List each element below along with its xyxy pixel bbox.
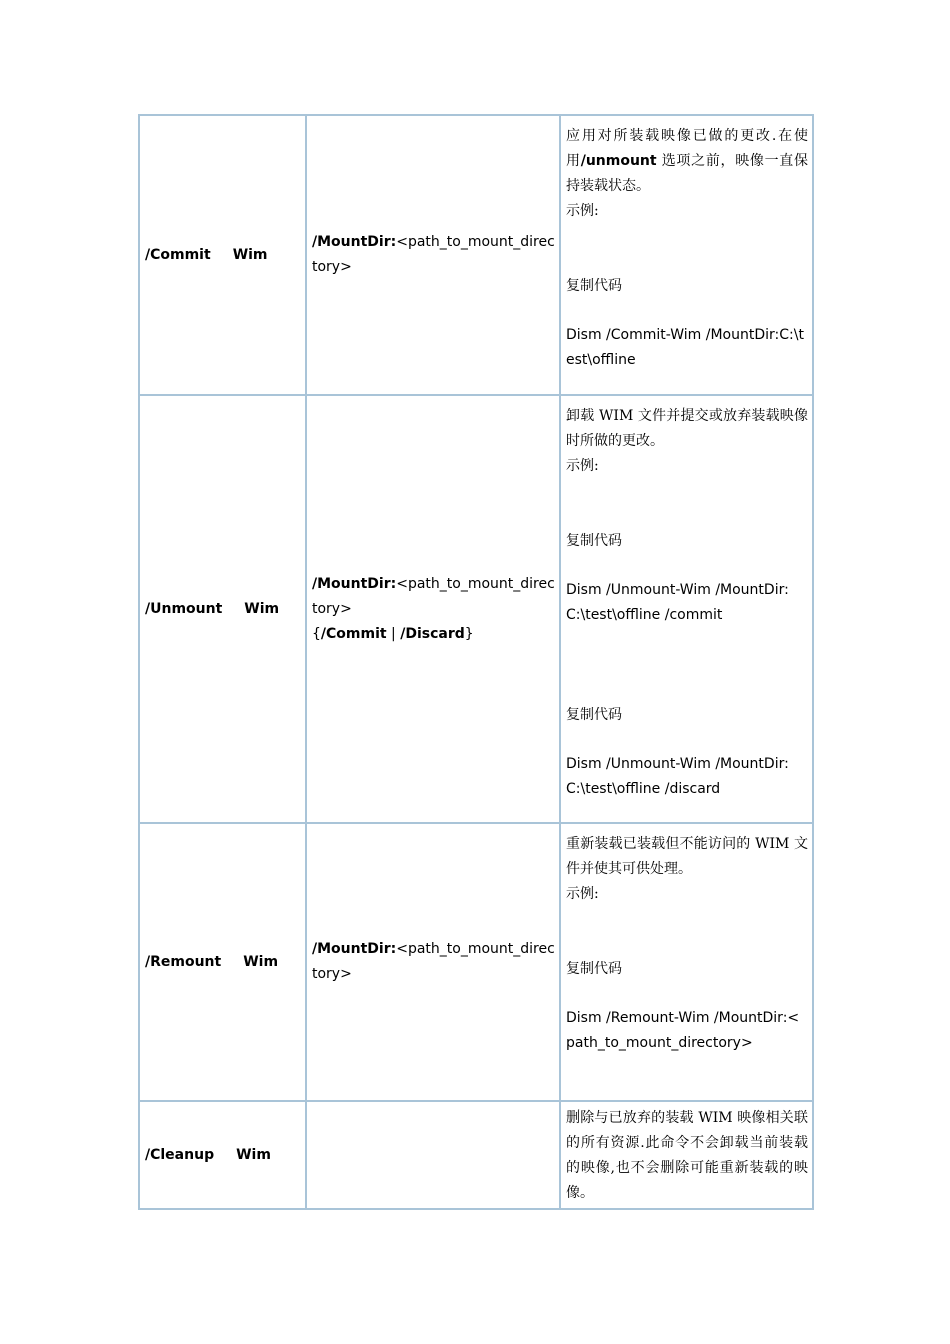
mountdir-path: <path_to_mount_directory>	[312, 575, 555, 617]
option-suffix: Wim	[232, 246, 268, 263]
copy-code-link[interactable]: 复制代码	[566, 278, 622, 294]
description-cell	[560, 115, 813, 395]
args-cell	[306, 1101, 560, 1209]
flag-separator: |	[386, 625, 401, 642]
option-suffix: Wim	[244, 600, 280, 617]
copy-code-link[interactable]: 复制代码	[566, 707, 622, 723]
code-sample: Dism /Unmount-Wim /MountDir:C:\test\offline /discard	[566, 756, 789, 797]
mountdir-param: /MountDir:	[312, 575, 397, 592]
description-text: 重新装载已装载但不能访问的 WIM 文件并使其可供处理。	[566, 836, 808, 877]
option-name: /Unmount	[145, 600, 223, 617]
brace-close: }	[464, 625, 474, 642]
option-cell	[139, 1101, 306, 1209]
example-label: 示例:	[566, 203, 599, 219]
option-name: /Cleanup	[145, 1146, 215, 1163]
copy-code-link[interactable]: 复制代码	[566, 533, 622, 549]
mountdir-arg	[312, 937, 559, 987]
description-cell	[560, 823, 813, 1101]
table-row	[139, 1101, 813, 1209]
code-sample: Dism /Commit-Wim /MountDir:C:\test\offline	[566, 327, 804, 368]
option-cell	[139, 395, 306, 823]
description-text: 删除与已放弃的装载 WIM 映像相关联的所有资源.此命令不会卸载当前装载的映像,也不会删除可能重新装载的映像。	[566, 1110, 808, 1201]
args-cell	[306, 395, 560, 823]
mountdir-path: <path_to_mount_directory>	[312, 941, 555, 982]
option-name: /Commit	[145, 246, 211, 263]
description-part: 应用对所装载映像已做的更改.在使用	[566, 128, 808, 169]
description-text: 卸载 WIM 文件并提交或放弃装载映像时所做的更改。	[566, 408, 808, 449]
description-text	[566, 124, 808, 199]
description-part: 选项之前，映像一直保持装载状态。	[566, 153, 809, 194]
mountdir-arg	[312, 230, 559, 280]
args-cell	[306, 115, 560, 395]
table-row	[139, 395, 813, 823]
example-label: 示例:	[566, 886, 599, 902]
description-cell	[560, 395, 813, 823]
option-cell	[139, 823, 306, 1101]
option-name: /Remount	[145, 953, 222, 970]
option-suffix: Wim	[236, 1146, 271, 1163]
mountdir-param: /MountDir:	[312, 941, 397, 957]
description-cell	[560, 1101, 813, 1209]
dism-options-table	[138, 114, 814, 1210]
commit-discard-arg	[312, 622, 559, 647]
option-suffix: Wim	[243, 953, 279, 970]
example-label: 示例:	[566, 458, 599, 474]
mountdir-param: /MountDir:	[312, 234, 397, 250]
table-row	[139, 823, 813, 1101]
mountdir-path: <path_to_mount_directory>	[312, 234, 555, 275]
option-cell	[139, 115, 306, 395]
mountdir-arg	[312, 572, 559, 622]
code-sample: Dism /Unmount-Wim /MountDir:C:\test\offline /commit	[566, 582, 789, 623]
description-keyword: /unmount	[580, 153, 657, 169]
table-row	[139, 115, 813, 395]
args-cell	[306, 823, 560, 1101]
copy-code-link[interactable]: 复制代码	[566, 961, 622, 977]
commit-flag: /Commit	[320, 625, 387, 642]
discard-flag: /Discard	[400, 625, 465, 642]
brace-open: {	[312, 625, 321, 642]
code-sample: Dism /Remount-Wim /MountDir:<path_to_mount_directory>	[566, 1010, 800, 1051]
